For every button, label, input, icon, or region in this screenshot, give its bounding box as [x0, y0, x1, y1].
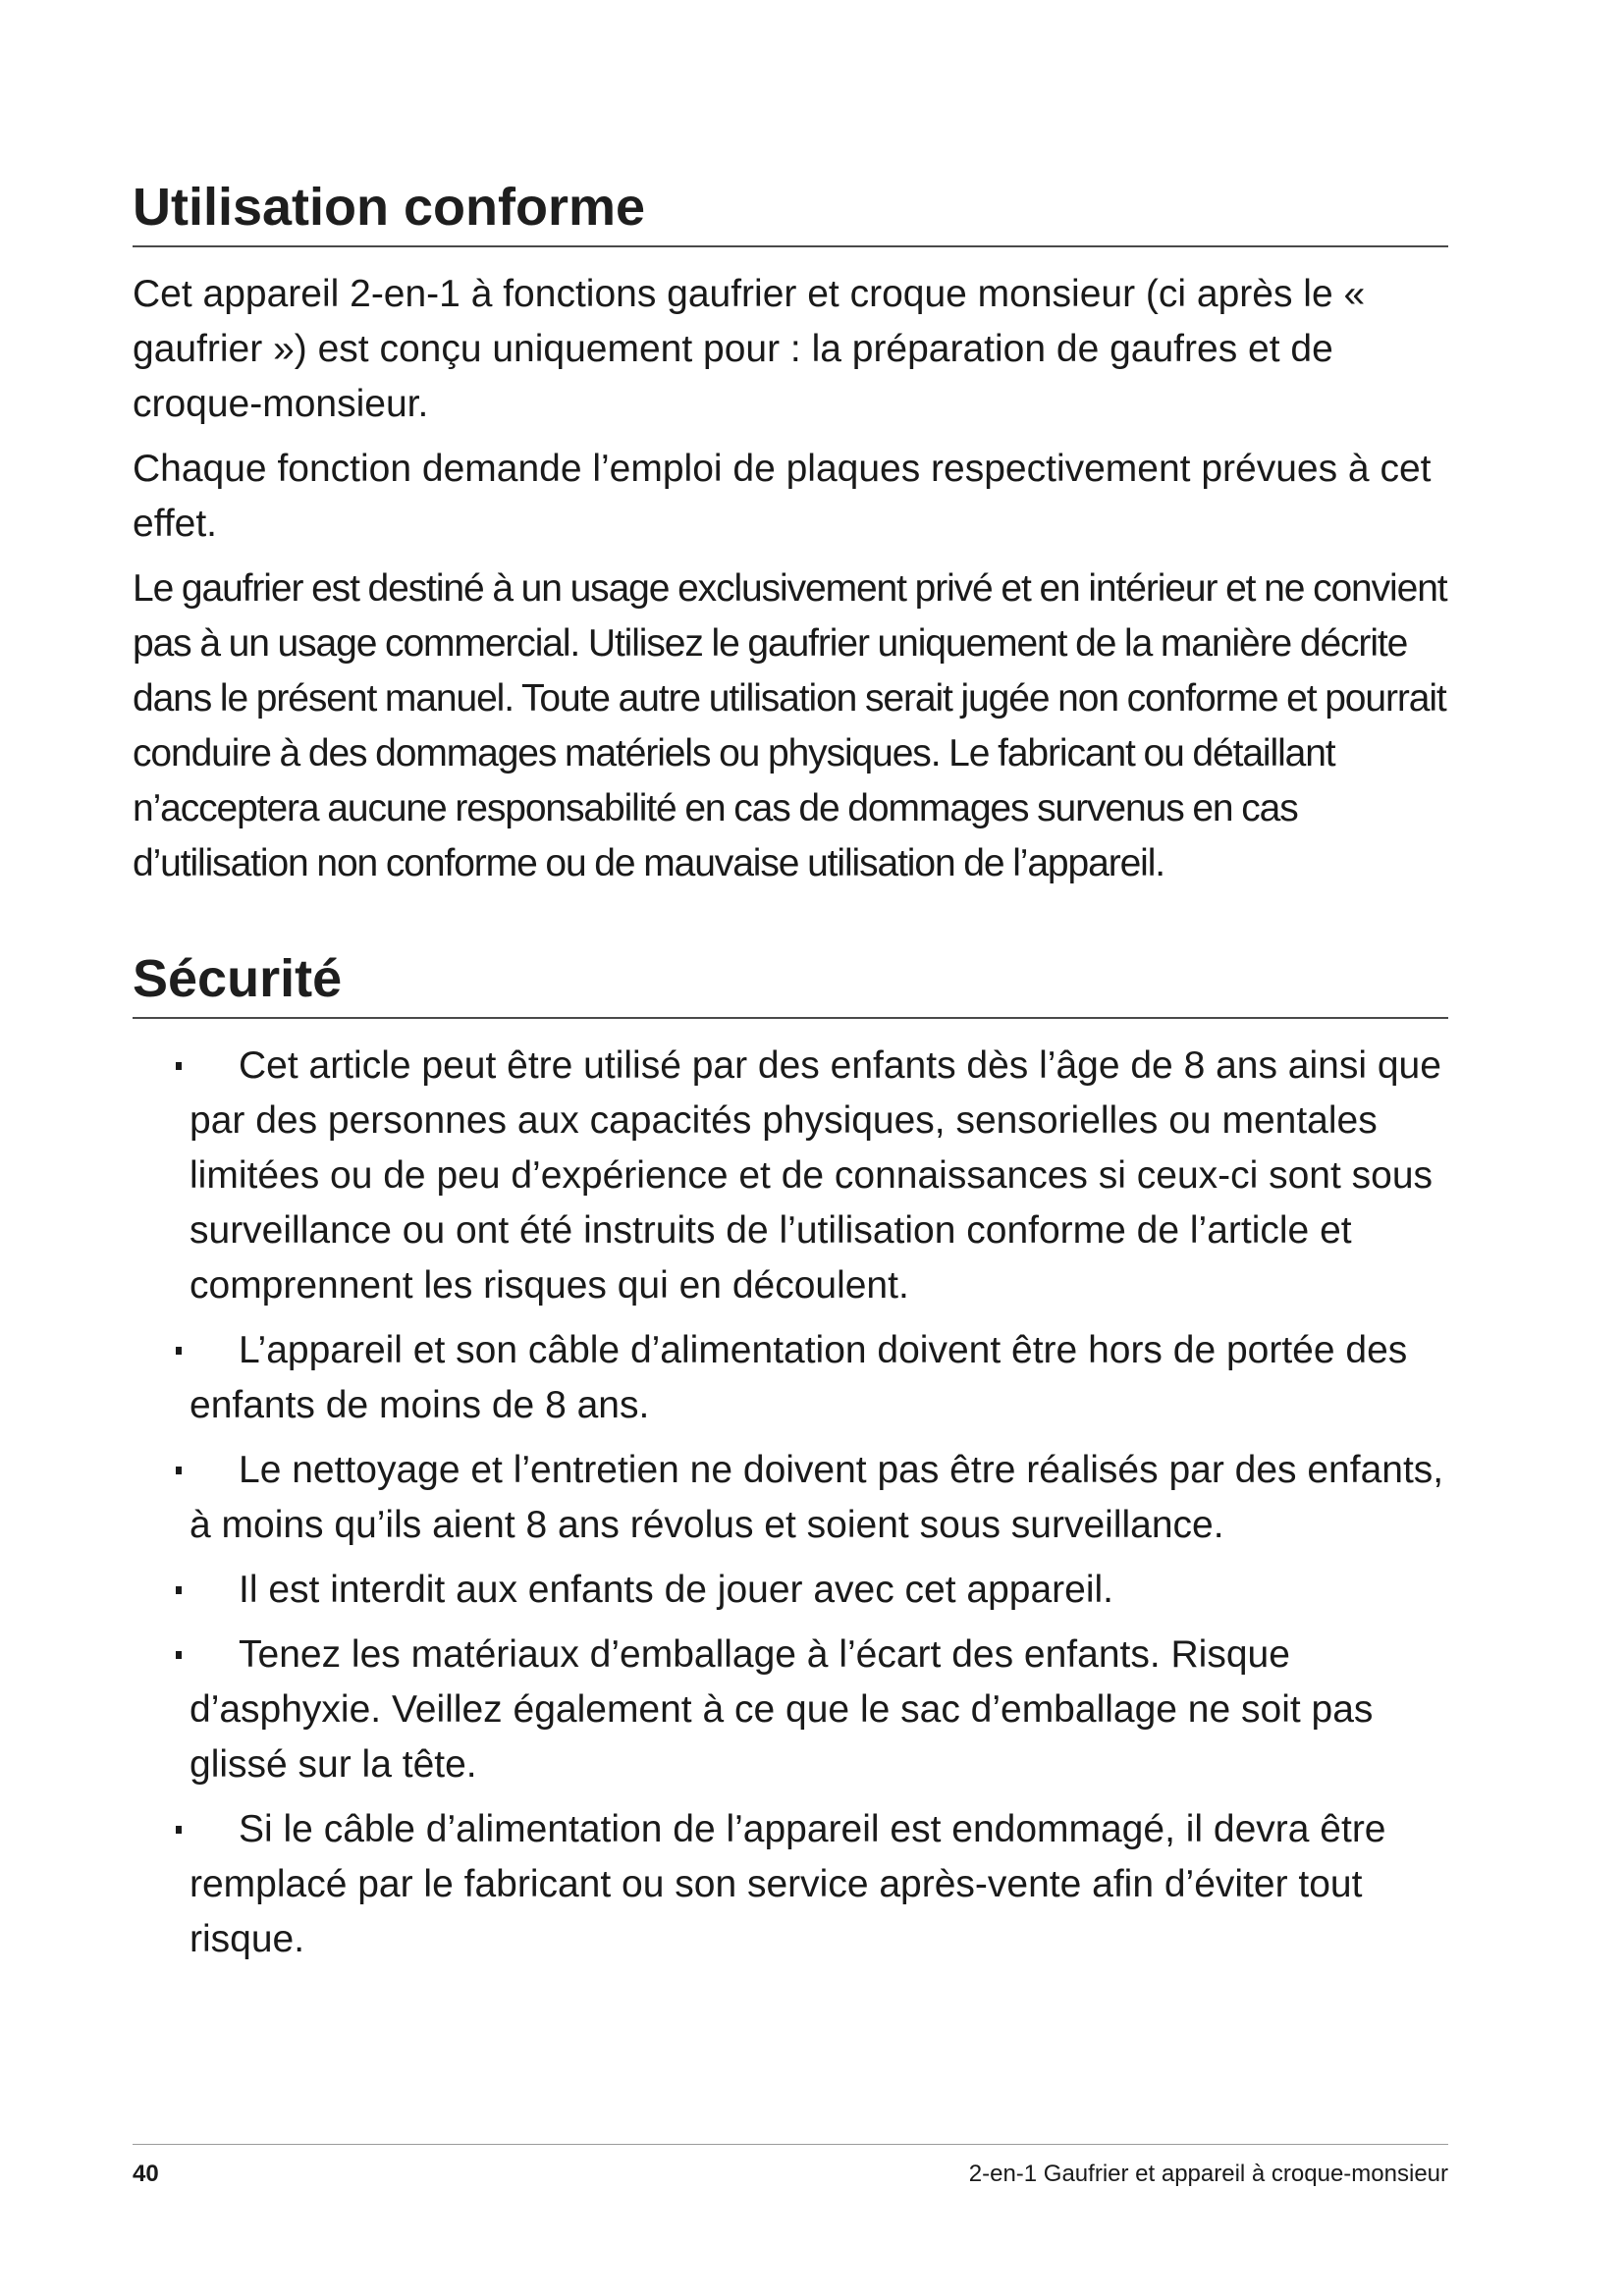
list-item	[189, 1323, 1448, 1433]
square-bullet-icon	[176, 1826, 182, 1834]
square-bullet-icon	[176, 1062, 182, 1070]
list-item	[189, 1039, 1448, 1313]
paragraph: Le gaufrier est destiné à un usage exclusivement privé et en intérieur et ne convient pas à un usage commercial. Utilisez le gaufrier uniquement de la manière décrite dans le présent manuel. Toute autre utilisation serait jugée non conforme et pourrait conduire à des dommages matériels ou physiques. Le fabricant ou détaillant n’acceptera aucune responsabilité en cas de dommages survenus en cas d’utilisation non conforme ou de mauvaise utilisation de l’appareil.	[133, 567, 1447, 885]
square-bullet-icon	[176, 1586, 182, 1594]
page-content	[133, 177, 1448, 1977]
paragraph: Chaque fonction demande l’emploi de plaques respectivement prévues à cet effet.	[133, 448, 1432, 546]
list-item-text: Il est interdit aux enfants de jouer avec cet appareil.	[239, 1569, 1114, 1612]
section-title: Sécurité	[133, 949, 343, 1009]
list-item-text: Tenez les matériaux d’emballage à l’écart des enfants. Risque d’asphyxie. Veillez également à ce que le sac d’emballage ne soit pas glissé sur la tête.	[189, 1633, 1374, 1787]
title-divider	[133, 245, 1448, 247]
paragraph: Cet appareil 2-en-1 à fonctions gaufrier et croque monsieur (ci après le « gaufrier ») est conçu uniquement pour : la préparation de gaufres et de croque-monsieur.	[133, 273, 1366, 426]
title-divider	[133, 1017, 1448, 1019]
list-item	[189, 1563, 1448, 1618]
list-item-text: L’appareil et son câble d’alimentation doivent être hors de portée des enfants de moins de 8 ans.	[189, 1329, 1408, 1427]
safety-list	[133, 1039, 1448, 1967]
list-item-text: Le nettoyage et l’entretien ne doivent pas être réalisés par des enfants, à moins qu’ils aient 8 ans révolus et soient sous surveillance.	[189, 1449, 1444, 1547]
section-securite	[133, 948, 1448, 1967]
list-item-text: Cet article peut être utilisé par des enfants dès l’âge de 8 ans ainsi que par des personnes aux capacités physiques, sensorielles ou mentales limitées ou de peu d’expérience et de connaissances si ceux-ci sont sous surveillance ou ont été instruits de l’utilisation conforme de l’article et comprennent les risques qui en découlent.	[189, 1044, 1441, 1308]
list-item	[189, 1802, 1448, 1967]
list-item-text: Si le câble d’alimentation de l’appareil est endommagé, il devra être remplacé par le fabricant ou son service après-vente afin d’éviter tout risque.	[189, 1808, 1386, 1961]
section-spacer	[133, 901, 1448, 948]
section-title: Utilisation conforme	[133, 178, 646, 237]
list-item	[189, 1628, 1448, 1792]
footer-document-title: 2-en-1 Gaufrier et appareil à croque-monsieur	[968, 2161, 1448, 2187]
square-bullet-icon	[176, 1467, 182, 1474]
square-bullet-icon	[176, 1347, 182, 1355]
list-item	[189, 1443, 1448, 1553]
page-footer	[133, 2144, 1448, 2188]
square-bullet-icon	[176, 1651, 182, 1659]
section-utilisation-conforme	[133, 177, 1448, 891]
page-number: 40	[133, 2161, 159, 2187]
